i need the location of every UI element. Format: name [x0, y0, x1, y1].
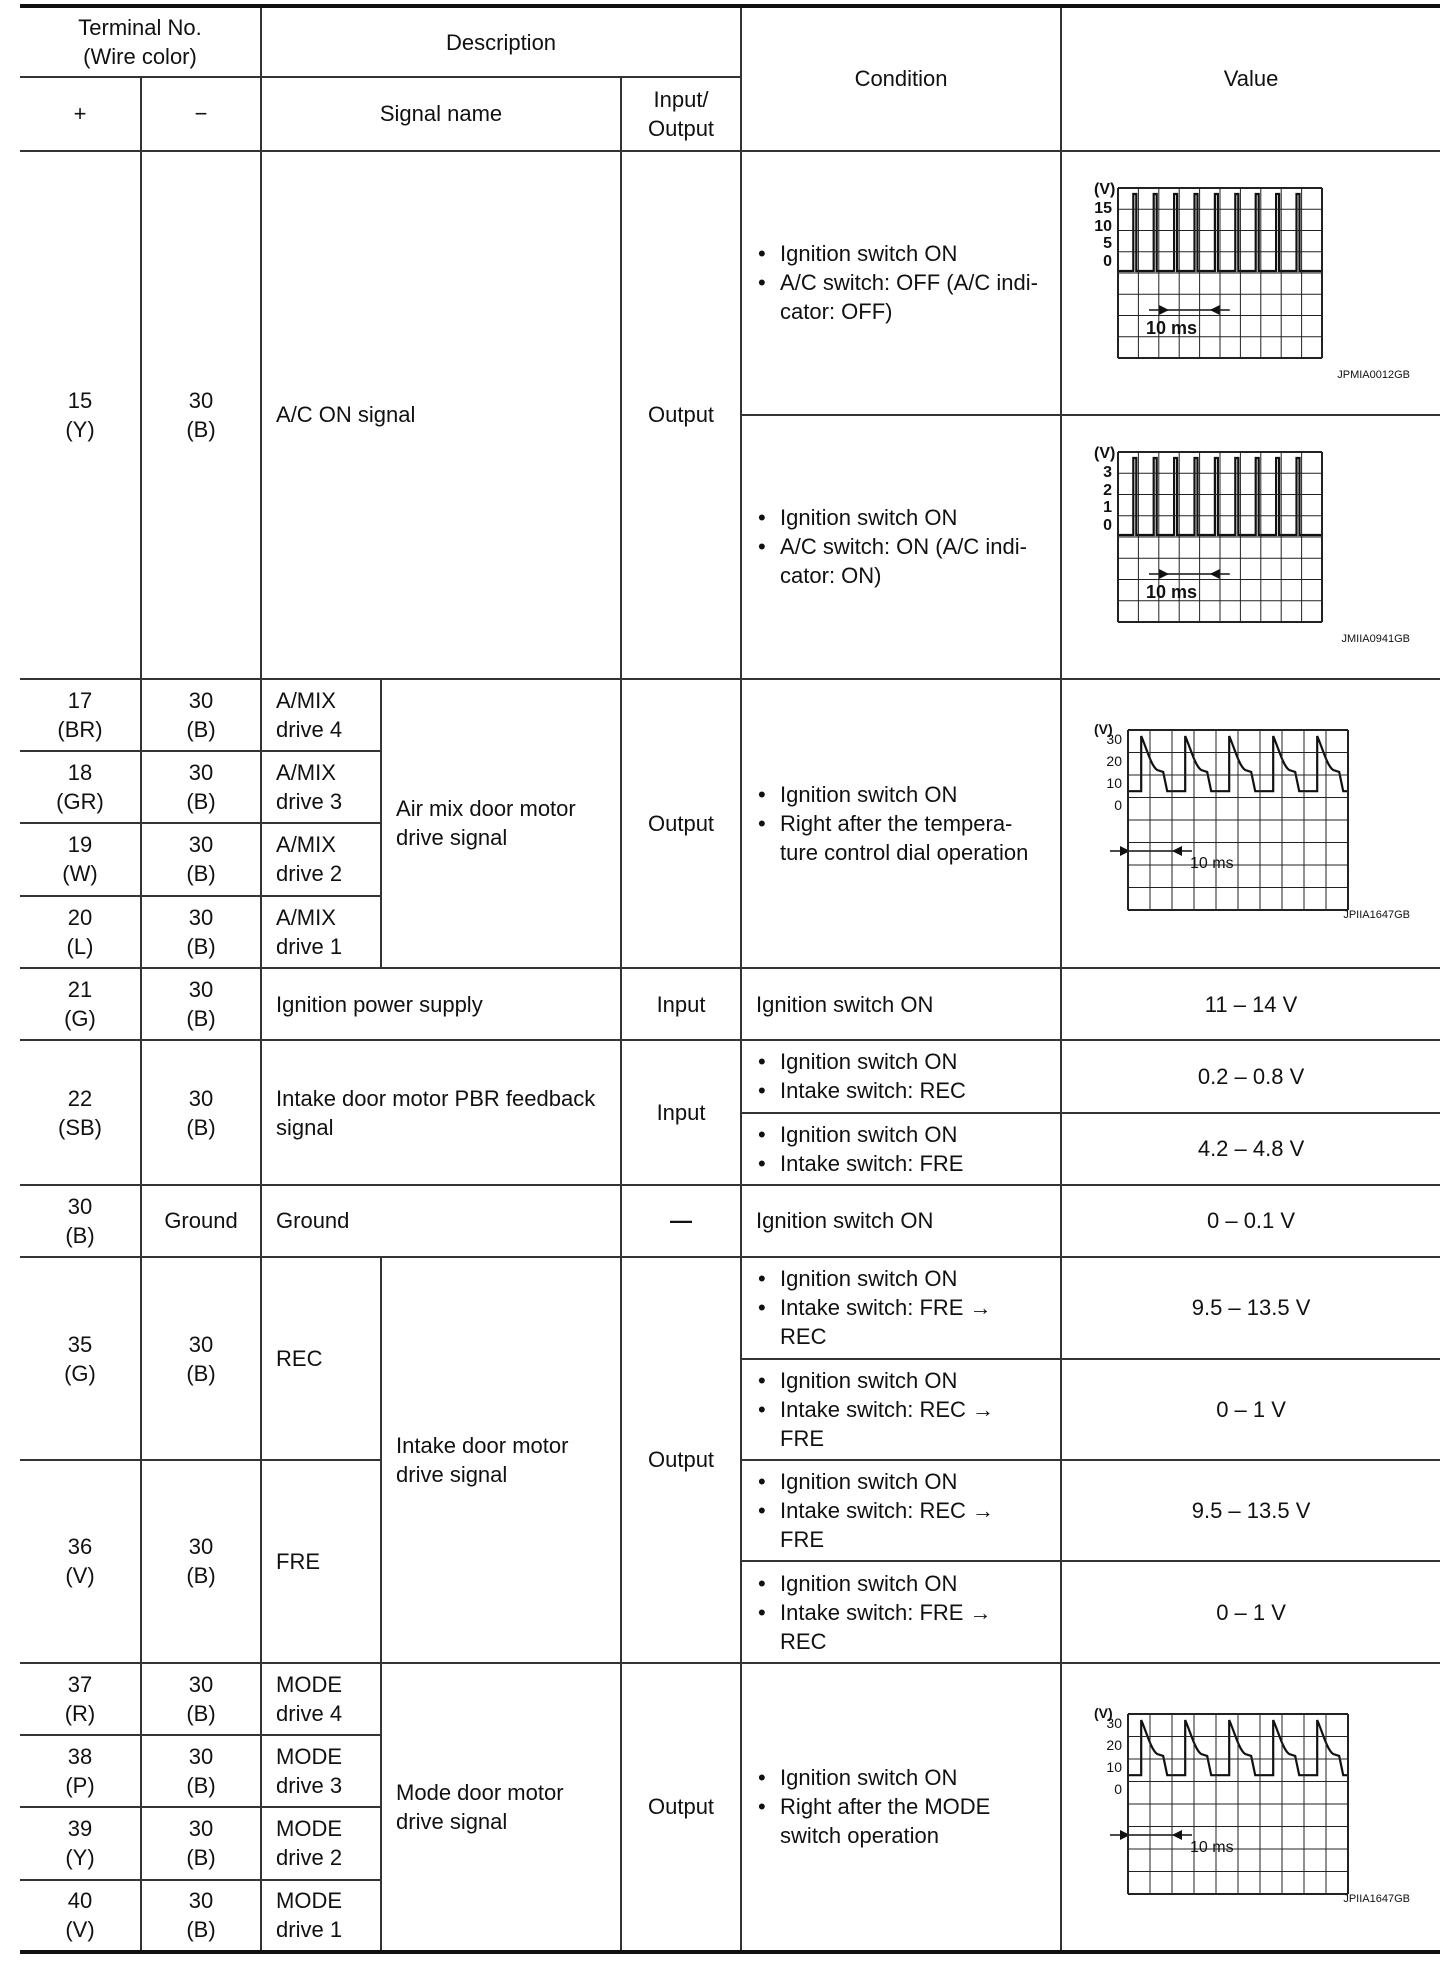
- terminal-plus-cell: 18 (GR): [20, 751, 141, 823]
- terminal-minus-cell: 30 (B): [141, 1807, 261, 1879]
- time-division-label: 10 ms: [1190, 1838, 1234, 1856]
- table-row: [20, 1257, 1440, 1358]
- time-division-label: 10 ms: [1146, 317, 1198, 338]
- condition-header: Condition: [741, 6, 1061, 151]
- unit-label: (V): [1094, 721, 1113, 738]
- signal-name-header: Signal name: [261, 77, 621, 150]
- signal-name-cell: A/MIX drive 3: [261, 751, 381, 823]
- tick-label: 5: [1103, 234, 1113, 252]
- io-cell: —: [621, 1185, 741, 1257]
- condition-cell: • Ignition switch ON • Right after the MODE switch operation: [741, 1663, 1061, 1952]
- terminal-no-header: [20, 6, 261, 77]
- terminal-value-table: [20, 4, 1440, 1954]
- condition-item: [756, 268, 1046, 326]
- terminal-plus-cell: [20, 151, 141, 679]
- value-cell: 0 – 1 V: [1061, 1561, 1440, 1662]
- tick-label: 0: [1114, 1780, 1123, 1797]
- signal-group-cell: Mode door motor drive signal: [381, 1663, 621, 1952]
- condition-cell: • Ignition switch ON • Intake switch: FRE: [741, 1113, 1061, 1185]
- time-division-label: 10 ms: [1146, 581, 1198, 602]
- input-output-header: [621, 77, 741, 150]
- terminal-plus-cell: 30 (B): [20, 1185, 141, 1257]
- terminal-plus-cell: 40 (V): [20, 1880, 141, 1952]
- signal-name-cell: MODE drive 1: [261, 1880, 381, 1952]
- condition-line: A/C switch: ON (A/C indi-: [780, 534, 1027, 560]
- scope-grid: [1128, 1714, 1348, 1894]
- condition-cell: • Ignition switch ON • Intake switch: REC → FRE: [741, 1359, 1061, 1460]
- signal-name-cell: A/C ON signal: [261, 151, 621, 679]
- figure-code: JMIIA0941GB: [1341, 632, 1411, 645]
- unit-label: (V): [1094, 180, 1116, 198]
- condition-cell: Ignition switch ON: [741, 968, 1061, 1040]
- condition-cell: [741, 415, 1061, 679]
- value-cell: 9.5 – 13.5 V: [1061, 1460, 1440, 1561]
- ac-off-waveform: [1086, 168, 1416, 398]
- condition-cell: Ignition switch ON: [741, 1185, 1061, 1257]
- condition-item: [756, 532, 1046, 590]
- value-cell: [1061, 679, 1440, 968]
- condition-cell: [741, 679, 1061, 968]
- header-row-1: [20, 6, 1440, 77]
- tick-label: 0: [1114, 797, 1123, 814]
- terminal-plus-cell: 39 (Y): [20, 1807, 141, 1879]
- terminal-plus-cell: 38 (P): [20, 1735, 141, 1807]
- signal-name-cell: MODE drive 3: [261, 1735, 381, 1807]
- table-row: [20, 1040, 1440, 1112]
- unit-label: (V): [1094, 1704, 1113, 1721]
- terminal-plus-cell: 21 (G): [20, 968, 141, 1040]
- mode-door-waveform: [1086, 1692, 1416, 1922]
- table-row: [20, 1663, 1440, 1735]
- value-header: Value: [1061, 6, 1440, 151]
- value-cell: [1061, 151, 1440, 415]
- signal-name-cell: A/MIX drive 2: [261, 823, 381, 895]
- tick-label: 20: [1106, 1736, 1123, 1753]
- terminal-no-label: Terminal No.: [78, 15, 202, 41]
- tick-label: 20: [1106, 753, 1123, 770]
- condition-cell: • Ignition switch ON • Intake switch: REC: [741, 1040, 1061, 1112]
- terminal-minus-cell: 30 (B): [141, 1257, 261, 1460]
- terminal-minus-cell: 30 (B): [141, 1460, 261, 1663]
- io-cell: Output: [621, 1257, 741, 1663]
- tick-label: 0: [1103, 252, 1113, 270]
- signal-name-cell: A/MIX drive 4: [261, 679, 381, 751]
- terminal-plus-cell: 37 (R): [20, 1663, 141, 1735]
- io-cell: Output: [621, 1663, 741, 1952]
- tick-label: 2: [1103, 481, 1113, 499]
- unit-label: (V): [1094, 444, 1116, 462]
- terminal-plus-cell: 22 (SB): [20, 1040, 141, 1185]
- condition-line: A/C switch: OFF (A/C indi-: [780, 270, 1038, 296]
- value-cell: 11 – 14 V: [1061, 968, 1440, 1040]
- value-cell: [1061, 415, 1440, 679]
- tick-label: 15: [1094, 199, 1113, 217]
- time-division-label: 10 ms: [1190, 855, 1234, 873]
- table-row: [20, 968, 1440, 1040]
- tick-label: 10: [1106, 775, 1123, 792]
- signal-name-cell: REC: [261, 1257, 381, 1460]
- terminal-plus-cell: 20 (L): [20, 896, 141, 968]
- terminal-number: 30: [188, 387, 214, 413]
- tick-label: 30: [1106, 1714, 1123, 1731]
- terminal-minus-cell: 30 (B): [141, 1880, 261, 1952]
- table-row: [20, 1185, 1440, 1257]
- terminal-minus-cell: Ground: [141, 1185, 261, 1257]
- value-cell: 9.5 – 13.5 V: [1061, 1257, 1440, 1358]
- input-output-label-2: Output: [648, 115, 715, 141]
- condition-item: • Ignition switch ON: [756, 503, 1046, 532]
- signal-name-cell: FRE: [261, 1460, 381, 1663]
- value-cell: 0 – 1 V: [1061, 1359, 1440, 1460]
- value-cell: 4.2 – 4.8 V: [1061, 1113, 1440, 1185]
- condition-line: cator: OFF): [780, 299, 893, 325]
- minus-header: −: [141, 77, 261, 150]
- wire-color: (B): [186, 416, 216, 442]
- terminal-minus-cell: [141, 151, 261, 679]
- tick-label: 1: [1103, 498, 1113, 516]
- description-header: Description: [261, 6, 741, 77]
- table-row: [20, 679, 1440, 751]
- condition-cell: [741, 151, 1061, 415]
- air-mix-waveform: [1086, 708, 1416, 938]
- tick-label: 30: [1106, 731, 1123, 748]
- table-row: [20, 151, 1440, 415]
- wire-color: (Y): [65, 416, 95, 442]
- io-cell: Output: [621, 679, 741, 968]
- io-cell: Output: [621, 151, 741, 679]
- terminal-minus-cell: 30 (B): [141, 1663, 261, 1735]
- signal-name-cell: MODE drive 2: [261, 1807, 381, 1879]
- tick-label: 0: [1103, 516, 1113, 534]
- figure-code: JPIIA1647GB: [1343, 909, 1411, 922]
- condition-item: • Ignition switch ON: [756, 239, 1046, 268]
- condition-cell: • Ignition switch ON • Intake switch: FRE → REC: [741, 1561, 1061, 1662]
- terminal-plus-cell: 36 (V): [20, 1460, 141, 1663]
- ac-on-waveform: [1086, 432, 1416, 662]
- signal-group-cell: Intake door motor drive signal: [381, 1257, 621, 1663]
- scope-grid: [1128, 730, 1348, 910]
- io-cell: Input: [621, 968, 741, 1040]
- condition-item: • Right after the tempera- ture control dial operation: [756, 809, 1046, 867]
- input-output-label-1: Input/: [653, 86, 709, 112]
- terminal-number: 15: [67, 387, 93, 413]
- terminal-plus-cell: 19 (W): [20, 823, 141, 895]
- plus-header: +: [20, 77, 141, 150]
- value-cell: 0 – 0.1 V: [1061, 1185, 1440, 1257]
- terminal-plus-cell: 35 (G): [20, 1257, 141, 1460]
- tick-label: 3: [1103, 463, 1113, 481]
- tick-label: 10: [1094, 217, 1113, 235]
- signal-group-cell: Air mix door motor drive signal: [381, 679, 621, 968]
- signal-name-cell: MODE drive 4: [261, 1663, 381, 1735]
- signal-name-cell: Ignition power supply: [261, 968, 621, 1040]
- tick-label: 10: [1106, 1758, 1123, 1775]
- condition-item: • Ignition switch ON: [756, 780, 1046, 809]
- terminal-minus-cell: 30 (B): [141, 1040, 261, 1185]
- terminal-table-page: [20, 4, 1440, 1964]
- terminal-minus-cell: 30 (B): [141, 968, 261, 1040]
- figure-code: JPMIA0012GB: [1337, 368, 1411, 381]
- signal-name-cell: Intake door motor PBR feedback signal: [261, 1040, 621, 1185]
- terminal-minus-cell: 30 (B): [141, 751, 261, 823]
- value-cell: [1061, 1663, 1440, 1952]
- terminal-plus-cell: 17 (BR): [20, 679, 141, 751]
- condition-line: cator: ON): [780, 563, 882, 589]
- terminal-minus-cell: 30 (B): [141, 679, 261, 751]
- signal-name-cell: A/MIX drive 1: [261, 896, 381, 968]
- io-cell: Input: [621, 1040, 741, 1185]
- signal-name-cell: Ground: [261, 1185, 621, 1257]
- figure-code: JPIIA1647GB: [1343, 1892, 1411, 1905]
- terminal-minus-cell: 30 (B): [141, 1735, 261, 1807]
- terminal-minus-cell: 30 (B): [141, 896, 261, 968]
- condition-cell: • Ignition switch ON • Intake switch: REC → FRE: [741, 1460, 1061, 1561]
- condition-cell: • Ignition switch ON • Intake switch: FRE → REC: [741, 1257, 1061, 1358]
- value-cell: 0.2 – 0.8 V: [1061, 1040, 1440, 1112]
- terminal-minus-cell: 30 (B): [141, 823, 261, 895]
- wire-color-label: (Wire color): [83, 44, 197, 70]
